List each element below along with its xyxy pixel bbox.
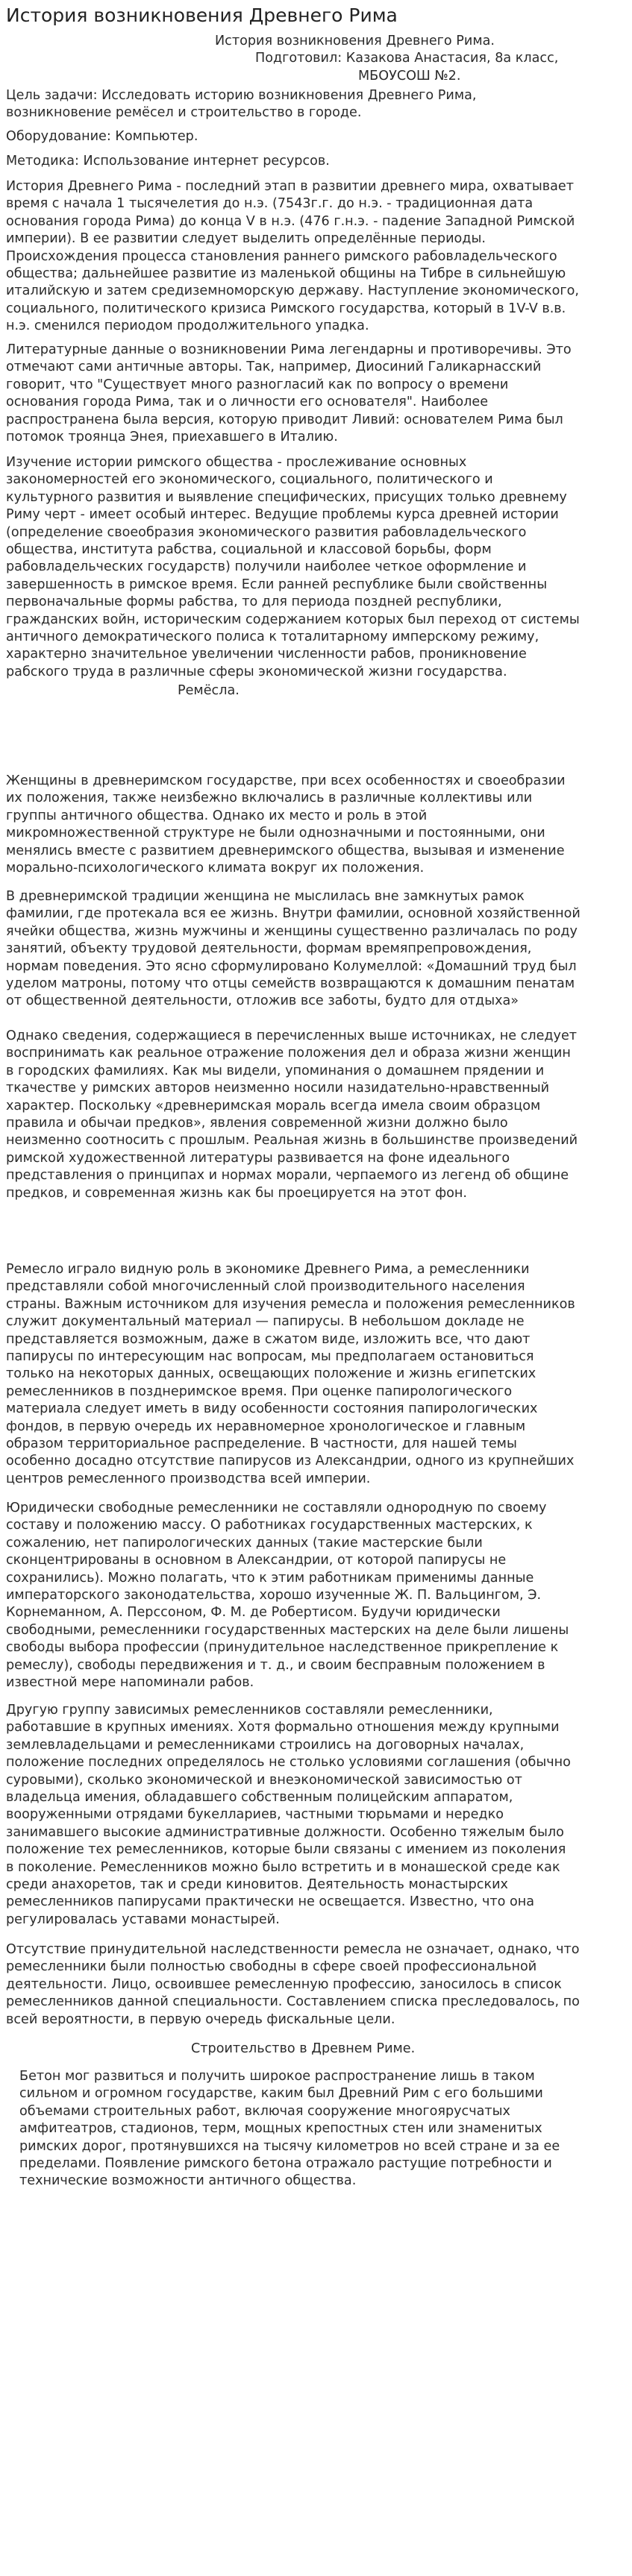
document-header: [0, 33, 632, 85]
text-line: основания города Рима, так и о личности его основателя". Наиболее: [6, 395, 489, 410]
text-line: правила и обычаи предков», явления современной жизни должно было: [6, 1115, 508, 1131]
text-line: сохранились). Можно полагать, что к этим работникам применимы данные: [6, 1570, 534, 1586]
document-subtitle: История возникновения Древнего Рима.: [215, 34, 495, 48]
text-line: отмечают сами античные авторы. Так, например, Диосиний Галикарнасский: [6, 359, 542, 375]
text-line: Женщины в древнеримском государстве, при всех особенностях и своеобразии: [6, 773, 566, 788]
text-line: Бетон мог развиться и получить широкое распространение лишь в таком: [19, 2069, 535, 2084]
text-line: ячейки общества, жизнь мужчины и женщины существенно различалась по роду: [6, 923, 578, 939]
text-line: ремесленников данной специальности. Составлением списка преследовалось, по: [6, 1994, 580, 2010]
text-line: распространена была версия, которую приводит Ливий: основателем Рима был: [6, 412, 563, 427]
text-line: Риму черт - имеет особый интерес. Ведущие проблемы курса древней истории: [6, 507, 559, 523]
text-line: характер. Поскольку «древнеримская мораль всегда имела своим образцом: [6, 1098, 541, 1113]
text-line: группы античного общества. Однако их место и роль в этой: [6, 808, 428, 823]
paragraph-heredity: [0, 1941, 632, 2029]
text-line: основания города Рима) до конца V в н.э. (476 г.н.э. - падение Западной Римской: [6, 213, 575, 229]
text-line: деятельности. Лицо, освоившее ремесленную профессию, заносилось в список: [6, 1976, 562, 1992]
text-line: Однако сведения, содержащиеся в перечисленных выше источниках, не следует: [6, 1028, 578, 1043]
text-line: свободы выбора профессии (принудительное наследственное прикрепление к: [6, 1640, 559, 1656]
text-line: представляли собой многочисленный слой производительного населения: [6, 1279, 525, 1295]
text-line: гражданских войн, историческим содержанием которых был переход от системы: [6, 612, 580, 627]
text-line: (определение своеобразия экономического развития рабовладельческого: [6, 524, 527, 540]
author-line: Подготовил: Казакова Анастасия, 8а класс,: [255, 51, 559, 66]
text-line: Другую группу зависимых ремесленников составляли ремесленники,: [6, 1703, 493, 1718]
construction-heading: Строительство в Древнем Риме.: [191, 2041, 416, 2056]
text-line: императорского законодательства, хорошо изученные Ж. П. Вальцингом, Э.: [6, 1587, 542, 1603]
text-line: В древнеримской традиции женщина не мыслилась вне замкнутых рамок: [6, 889, 525, 904]
text-line: суровыми), сколько экономической и внеэкономической зависимостью от: [6, 1772, 522, 1788]
text-line: положение последних определялось не столько условиями соглашения (обычно: [6, 1755, 571, 1771]
text-line: первоначальные формы рабства, то для периода поздней республики,: [6, 594, 502, 610]
text-line: в городских фамилиях. Как мы видели, упоминания о домашнем прядении и: [6, 1063, 545, 1078]
text-line: рабского труда в различные сферы экономической жизни государства.: [6, 664, 507, 679]
text-line: морально-психологического климата вокруг их положения.: [6, 860, 425, 876]
text-line: представляется возможным, даже в сжатом виде, изложить все, что дают: [6, 1331, 531, 1347]
text-line: История Древнего Рима - последний этап в развитии древнего мира, охватывает: [6, 179, 574, 194]
text-line: от общественной деятельности, отложив все заботы, будто для отдыха»: [6, 993, 519, 1009]
text-line: занятий, объекту трудовой деятельности, формам времяпрепровождения,: [6, 941, 532, 957]
equipment-line: Оборудование: Компьютер.: [6, 129, 198, 144]
text-line: землевладельцами и ремесленниками строились на договорных началах,: [6, 1737, 525, 1753]
crafts-heading: Ремёсла.: [178, 683, 240, 698]
text-line: менялись вместе с развитием древнеримского общества, вызывая и изменение: [6, 843, 565, 858]
text-line: всей вероятности, в первую очередь фискальные цели.: [6, 2011, 395, 2027]
text-line: фамилии, где протекала вся ее жизнь. Внутри фамилии, основной хозяйственной: [6, 906, 581, 922]
text-line: Отсутствие принудительной наследственности ремесла не означает, однако, что: [6, 1942, 580, 1957]
goal-paragraph: Цель задачи: Исследовать историю возникновения Древнего Рима, возникновение ремёсел и строительство в городе.: [6, 88, 477, 121]
text-line: среди анахоретов, так и среди киновитов. Деятельность монастырских: [6, 1876, 508, 1892]
text-line: Изучение истории римского общества - прослеживание основных: [6, 455, 467, 470]
text-line: потомок троянца Энея, приехавшего в Италию.: [6, 429, 338, 444]
paragraph-history: [0, 178, 632, 336]
text-line: античного демократического полиса к тоталитарному имперскому режиму,: [6, 629, 539, 644]
text-line: характерно значительное увеличении численности рабов, проникновение: [6, 647, 527, 662]
text-line: н.э. сменился периодом продолжительного упадка.: [6, 318, 369, 334]
text-line: особенно досадно отсутствие папирусов из Александрии, одного из крупнейших: [6, 1454, 575, 1469]
text-line: предков, и современная жизнь как бы проецируется на этот фон.: [6, 1185, 468, 1201]
text-line: воспринимать как реальное отражение положения дел и образа жизни женщин: [6, 1046, 571, 1061]
text-line: культурного развития и выявление специфических, присущих только древнему: [6, 489, 567, 505]
text-line: только на некоторых данных, освещающих положение и жизнь египетских: [6, 1366, 536, 1382]
text-line: империи). В ее развитии следует выделить определённые периоды.: [6, 231, 486, 247]
paragraph-dependent-craftsmen: [0, 1702, 632, 1929]
text-line: представления о принципах и нормах морали, черпаемого из легенд об общине: [6, 1168, 569, 1184]
text-line: сожалению, нет папирологических данных (такие мастерские были: [6, 1535, 483, 1551]
text-line: пределами. Появление римского бетона отражало растущие потребности и: [19, 2155, 552, 2171]
text-line: уделом матроны, потому что отцы семейств возвращаются к домашним пенатам: [6, 976, 575, 991]
method-line: Методика: Использование интернет ресурсов.: [6, 154, 330, 169]
text-line: ремесленников папирусами практически не освещается. Известно, что она: [6, 1894, 535, 1910]
text-line: вооруженными отрядами букеллариев, частными тюрьмами и нередко: [6, 1807, 504, 1823]
paragraph-study: [0, 454, 632, 681]
paragraph-concrete: [0, 2068, 632, 2190]
text-line: амфитеатров, стадионов, терм, мощных крепостных стен или знаменитых: [19, 2121, 542, 2137]
text-line: нормам поведения. Это ясно сформулировано Колумеллой: «Домашний труд был: [6, 958, 577, 974]
text-line: италийскую и затем средиземноморскую державу. Наступление экономического,: [6, 283, 580, 299]
text-line: их положения, также неизбежно включались в различные коллективы или: [6, 791, 533, 806]
text-line: Ремесло играло видную роль в экономике Древнего Рима, а ремесленники: [6, 1262, 530, 1277]
text-line: время с начала 1 тысячелетия до н.э. (7543г.г. до н.э. - традиционная дата: [6, 196, 534, 212]
text-line: владельца имения, обладавшего собственным полицейским аппаратом,: [6, 1789, 513, 1805]
text-line: рабовладельческих государств) получили наиболее четкое оформление и: [6, 559, 527, 575]
paragraph-legends: [0, 342, 632, 446]
text-line: Юридически свободные ремесленники не составляли однородную по своему: [6, 1501, 547, 1515]
text-line: материала следует иметь в виду особенности состояния папирологических: [6, 1401, 538, 1417]
paragraph-tradition: [0, 888, 632, 1011]
text-line: римской художественной литературы развивается на фоне идеального: [6, 1150, 510, 1166]
text-line: ремеслу), свободы передвижения и т. д., и своим бесправным положением в: [6, 1657, 545, 1673]
text-line: микромножественной структуре не были однозначными и постоянными, они: [6, 826, 545, 841]
paragraph-crafts: [0, 1261, 632, 1488]
text-line: технические возможности античного общества.: [19, 2173, 357, 2189]
text-line: в поколение. Ремесленников можно было встретить и в монашеской среде как: [6, 1859, 560, 1875]
paragraph-free-craftsmen: [0, 1500, 632, 1691]
text-line: общества, института рабства, социальной и классовой борьбы, форм: [6, 541, 492, 557]
text-line: неизменно соотносить с прошлым. Реальная жизнь в большинстве произведений: [6, 1133, 578, 1149]
text-line: составу и положению массу. О работниках государственных мастерских, к: [6, 1518, 533, 1533]
text-line: сконцентрированы в основном в Александрии, от которой папирусы не: [6, 1553, 507, 1568]
text-line: Корнеманном, А. Перссоном, Ф. М. де Робертисом. Будучи юридически: [6, 1605, 501, 1621]
text-line: свободными, ремесленники государственных мастерских на деле были лишены: [6, 1622, 569, 1638]
paragraph-sources: [0, 1028, 632, 1202]
text-line: ремесленники были полностью свободны в сфере своей профессиональной: [6, 1959, 537, 1975]
text-line: закономерностей его экономического, социального, политического и: [6, 472, 493, 488]
paragraph-women: [0, 773, 632, 877]
text-line: объемами строительных работ, включая сооружение многоярусчатых: [19, 2103, 510, 2119]
text-line: ремесленников в позднеримское время. При оценке папирологического: [6, 1383, 513, 1399]
text-line: образом территориальное распределение. В частности, для нашей темы: [6, 1436, 517, 1451]
text-line: Происхождения процесса становления раннего римского рабовладельческого: [6, 248, 557, 264]
text-line: известной мере напоминали рабов.: [6, 1674, 254, 1690]
text-line: социального, политического кризиса Римского государства, который в 1V-V в.в.: [6, 301, 566, 316]
text-line: центров ремесленного производства всей империи.: [6, 1471, 371, 1486]
text-line: ткачестве у римских авторов неизменно носили назидательно-нравственный: [6, 1081, 550, 1096]
text-line: говорит, что "Существует много разногласий как по вопросу о времени: [6, 377, 509, 392]
text-line: фондов, в первую очередь их неравномерное хронологическое и главным: [6, 1419, 526, 1434]
text-line: сильном и огромном государстве, каким был Древний Рим с его большими: [19, 2086, 543, 2102]
text-line: положение тех ремесленников, которые были связаны с имением из поколения: [6, 1842, 566, 1858]
text-line: занимавшего высокие административные должности. Особенно тяжелым было: [6, 1824, 564, 1840]
text-line: страны. Важным источником для изучения ремесла и положения ремесленников: [6, 1296, 575, 1312]
text-line: римских дорог, протянувшихся на тысячу километров но всей стране и за ее: [19, 2138, 560, 2154]
text-line: регулировалась уставами монастырей.: [6, 1911, 280, 1927]
text-line: завершенность в римское время. Если ранней республике были свойственны: [6, 577, 548, 592]
text-line: служит документальный материал — папирусы. В небольшом докладе не: [6, 1314, 525, 1330]
text-line: общества; дальнейшее развитие из маленькой общины на Тибре в сильнейшую: [6, 266, 566, 281]
text-line: работавшие в крупных имениях. Хотя формально отношения между крупными: [6, 1720, 560, 1735]
school-line: МБОУСОШ №2.: [358, 68, 461, 84]
text-line: папирусы по интересующим нас вопросам, мы предполагаем остановиться: [6, 1348, 534, 1364]
page-title: История возникновения Древнего Рима: [6, 4, 398, 26]
text-line: Литературные данные о возникновении Рима легендарны и противоречивы. Это: [6, 342, 572, 357]
